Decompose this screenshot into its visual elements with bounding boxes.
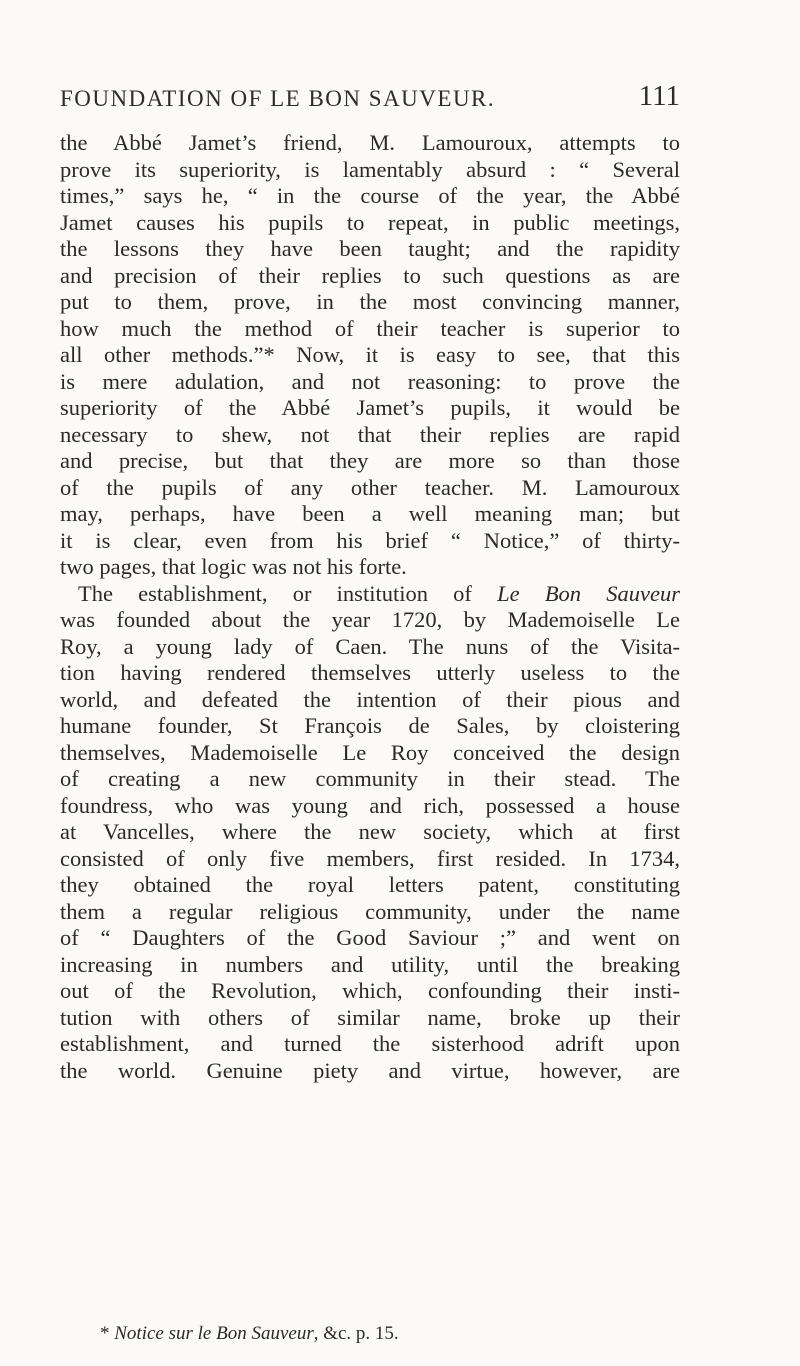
- text-line: tion having rendered themselves utterly useless to the: [60, 660, 680, 685]
- text-line: how much the method of their teacher is superior to: [60, 315, 680, 341]
- text-line: prove its superiority, is lamentably absurd : “ Several: [60, 156, 680, 182]
- body-text: [60, 130, 680, 1084]
- text-line: them a regular religious community, under the name: [60, 898, 680, 924]
- running-title: FOUNDATION OF LE BON SAUVEUR.: [60, 86, 496, 111]
- text-line: of the pupils of any other teacher. M. Lamouroux: [60, 474, 680, 500]
- text-line: they obtained the royal letters patent, constituting: [60, 872, 680, 897]
- text-line: Roy, a young lady of Caen. The nuns of the Visita-: [60, 633, 680, 659]
- text-line: was founded about the year 1720, by Mademoiselle Le: [60, 607, 680, 632]
- footnote-title: Notice sur le Bon Sauveur: [114, 1323, 314, 1344]
- text-line: of “ Daughters of the Good Saviour ;” and went on: [60, 925, 680, 950]
- text-line: of creating a new community in their stead. The: [60, 766, 680, 791]
- text-line: put to them, prove, in the most convincing manner,: [60, 289, 680, 314]
- text-line: superiority of the Abbé Jamet’s pupils, it would be: [60, 395, 680, 420]
- text-line: all other methods.”* Now, it is easy to see, that this: [60, 342, 680, 367]
- text-line: the world. Genuine piety and virtue, however, are: [60, 1057, 680, 1083]
- text-line-paragraph-end: two pages, that logic was not his forte.: [60, 554, 407, 579]
- text-line: world, and defeated the intention of their pious and: [60, 686, 680, 712]
- paragraph-lead-text: The establishment, or institution of: [78, 580, 498, 606]
- text-line: themselves, Mademoiselle Le Roy conceived the design: [60, 739, 680, 765]
- text-line: and precision of their replies to such questions as are: [60, 262, 680, 288]
- text-line: and precise, but that they are more so than those: [60, 448, 680, 473]
- text-line-paragraph-start: [60, 581, 680, 608]
- institution-name-italic: Le Bon Sauveur: [497, 580, 680, 606]
- text-line: humane founder, St François de Sales, by cloistering: [60, 713, 680, 738]
- text-line: tution with others of similar name, broke up their: [60, 1004, 680, 1030]
- text-line: the lessons they have been taught; and the rapidity: [60, 236, 680, 261]
- page-header: [60, 80, 680, 120]
- text-line: is mere adulation, and not reasoning: to prove the: [60, 368, 680, 394]
- text-line: increasing in numbers and utility, until the breaking: [60, 951, 680, 977]
- text-line: establishment, and turned the sisterhood adrift upon: [60, 1031, 680, 1056]
- page-number: 111: [638, 80, 680, 112]
- text-line: foundress, who was young and rich, possessed a house: [60, 792, 680, 818]
- footnote-citation: , &c. p. 15.: [313, 1323, 399, 1344]
- text-line: may, perhaps, have been a well meaning man; but: [60, 501, 680, 526]
- text-line: Jamet causes his pupils to repeat, in public meetings,: [60, 209, 680, 235]
- text-line: at Vancelles, where the new society, which at first: [60, 819, 680, 844]
- footnote-mark: *: [100, 1323, 110, 1344]
- text-line: the Abbé Jamet’s friend, M. Lamouroux, attempts to: [60, 130, 680, 155]
- text-line: out of the Revolution, which, confounding their insti-: [60, 978, 680, 1003]
- text-line: it is clear, even from his brief “ Notice,” of thirty-: [60, 527, 680, 553]
- footnote: [100, 1323, 620, 1345]
- text-line: times,” says he, “ in the course of the year, the Abbé: [60, 183, 680, 208]
- text-line: necessary to shew, not that their replies are rapid: [60, 421, 680, 447]
- text-line: consisted of only five members, first resided. In 1734,: [60, 845, 680, 871]
